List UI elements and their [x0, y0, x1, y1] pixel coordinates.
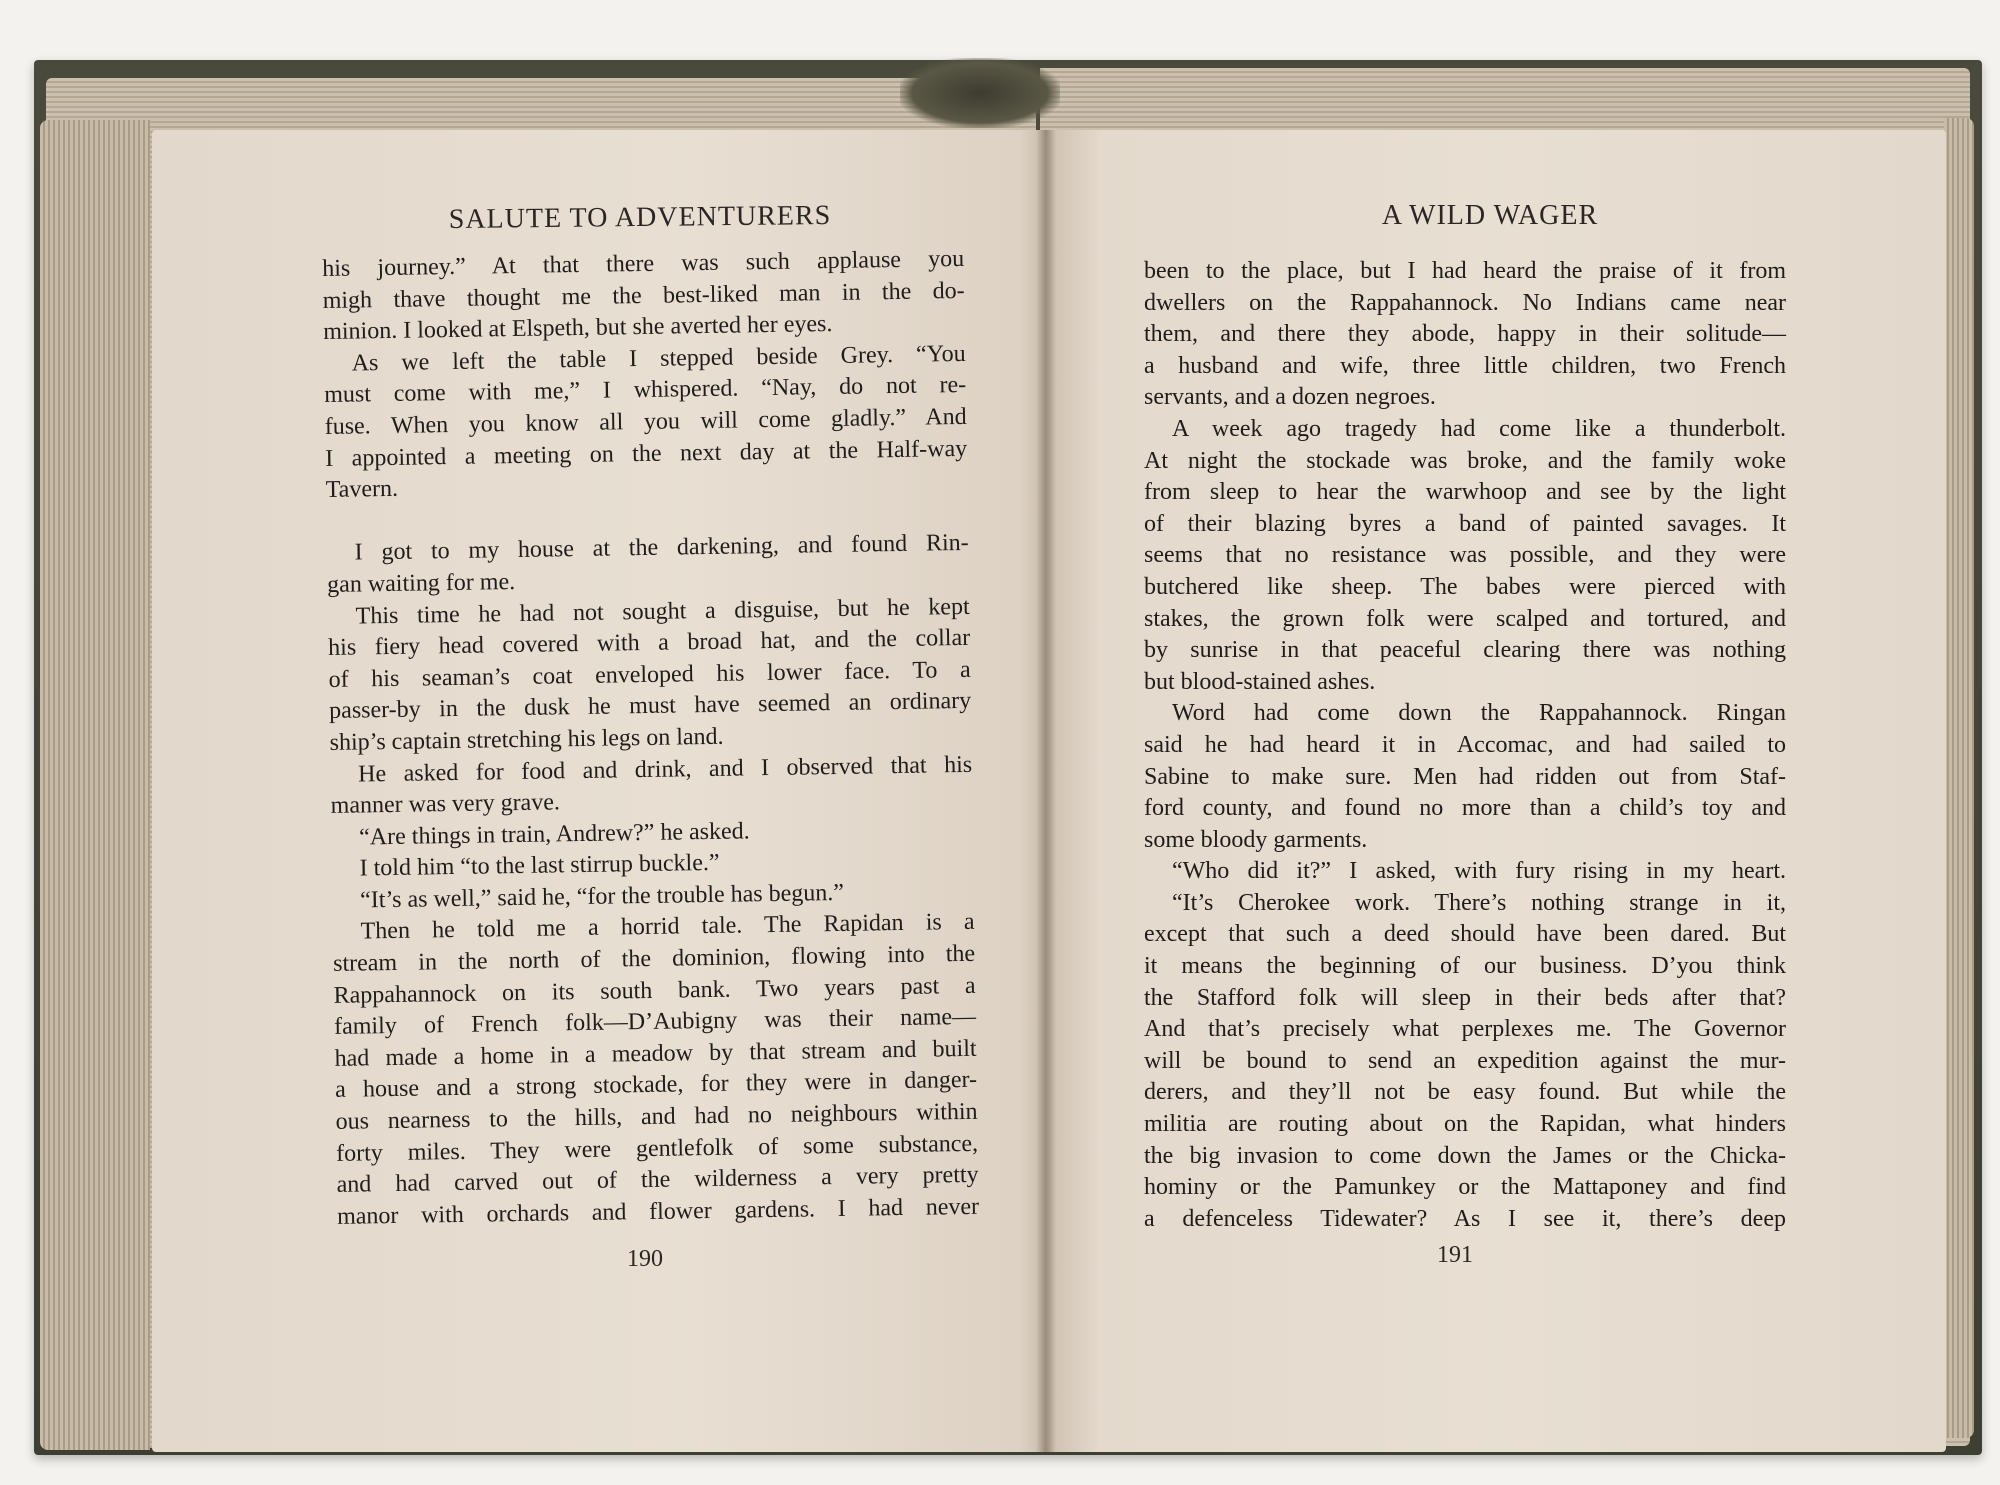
text-line: stream in the north of the dominion, flowing into the — [332, 940, 976, 977]
text-line: fuse. When you know all you will come gladly.” And — [324, 403, 967, 440]
text-line: servants, and a dozen negroes. — [1144, 384, 1436, 411]
text-line: stakes, the grown folk were scalped and tortured, and — [1144, 605, 1786, 632]
text-line: At night the stockade was broke, and the family woke — [1144, 447, 1786, 474]
text-line: gan waiting for me. — [326, 568, 516, 598]
text-line: Sabine to make sure. Men had ridden out from Staf- — [1144, 763, 1786, 790]
text-line: Rappahannock on its south bank. Two years past a — [333, 972, 976, 1009]
left-page-number: 190 — [627, 1246, 663, 1272]
text-line: a husband and wife, three little children, two French — [1144, 352, 1786, 379]
text-line: said he had heard it in Accomac, and had sailed to — [1144, 731, 1786, 758]
text-line: it means the beginning of our business. D’you think — [1144, 953, 1786, 980]
text-line: his fiery head covered with a broad hat, and the collar — [327, 624, 971, 662]
text-line: migh thave thought me the best-liked man in the do- — [322, 277, 965, 314]
text-line: had made a home in a meadow by that stream and built — [334, 1035, 977, 1072]
text-line: ford county, and found no more than a child’s toy and — [1144, 795, 1786, 822]
text-line: by sunrise in that peaceful clearing there was nothing — [1144, 637, 1786, 664]
text-line: I got to my house at the darkening, and found Rin- — [354, 530, 969, 566]
text-line: and had carved out of the wilderness a very pretty — [336, 1162, 979, 1199]
text-line: his journey.” At that there was such applause you — [322, 245, 965, 282]
text-line: This time he had not sought a disguise, but he kept — [355, 593, 970, 630]
text-line: Then he told me a horrid tale. The Rapidan is a — [360, 909, 975, 945]
text-line: minion. I looked at Elspeth, but she averted her eyes. — [323, 311, 833, 346]
text-line: must come with me,” I whispered. “Nay, do not re- — [324, 372, 967, 409]
text-line: “Are things in train, Andrew?” he asked. — [358, 818, 750, 851]
fore-edge-left — [40, 120, 150, 1450]
text-line: derers, and they’ll not be easy found. But while the — [1144, 1079, 1786, 1106]
text-line: Tavern. — [325, 475, 399, 504]
text-line: from sleep to hear the warwhoop and see by the light — [1144, 479, 1786, 506]
text-line: A week ago tragedy had come like a thunderbolt. — [1172, 415, 1786, 442]
text-line: seems that no resistance was possible, and they were — [1144, 542, 1786, 569]
left-running-head: SALUTE TO ADVENTURERS — [448, 199, 832, 236]
text-line: ship’s captain stretching his legs on land. — [329, 723, 724, 756]
text-line: I appointed a meeting on the next day at the Half-way — [325, 435, 968, 472]
text-line: manner was very grave. — [330, 789, 561, 820]
text-line: hominy or the Pamunkey or the Mattaponey and find — [1144, 1174, 1786, 1201]
text-line: them, and there they abode, happy in their solitude— — [1144, 321, 1786, 348]
text-line: passer-by in the dusk he must have seemed an ordinary — [328, 688, 972, 725]
right-page-text — [1144, 256, 1786, 1235]
left-page-text — [322, 244, 979, 1233]
right-page-number: 191 — [1437, 1242, 1473, 1268]
text-line: a house and a strong stockade, for they were in danger- — [334, 1067, 978, 1104]
text-line: As we left the table I stepped beside Grey. “You — [351, 340, 966, 377]
text-line: And that’s precisely what perplexes me. The Governor — [1144, 1016, 1786, 1043]
text-line: except that such a deed should have been dared. But — [1144, 921, 1786, 948]
text-line: but blood-stained ashes. — [1144, 668, 1376, 695]
book-spine — [900, 58, 1060, 128]
text-line: I told him “to the last stirrup buckle.” — [359, 850, 720, 882]
text-line: militia are routing about on the Rapidan, what hinders — [1144, 1111, 1786, 1138]
text-line: ous nearness to the hills, and had no neighbours within — [335, 1098, 978, 1135]
text-line: been to the place, but I had heard the praise of it from — [1144, 258, 1786, 284]
text-line: of their blazing byres a band of painted savages. It — [1144, 510, 1786, 537]
text-line: will be bound to send an expedition against the mur- — [1144, 1047, 1786, 1074]
text-line: manor with orchards and flower gardens. I had never — [336, 1193, 980, 1230]
text-line: forty miles. They were gentlefolk of some substance, — [335, 1130, 979, 1167]
text-line: He asked for food and drink, and I observed that his — [357, 751, 973, 787]
text-line: the big invasion to come down the James or the Chicka- — [1144, 1142, 1786, 1169]
text-line: butchered like sheep. The babes were pierced with — [1144, 573, 1786, 600]
text-line: “It’s as well,” said he, “for the trouble has begun.” — [359, 879, 845, 914]
right-running-head: A WILD WAGER — [1381, 200, 1599, 231]
text-line: some bloody garments. — [1144, 826, 1368, 853]
text-line: dwellers on the Rappahannock. No Indians came near — [1144, 289, 1786, 316]
text-line: “It’s Cherokee work. There’s nothing strange in it, — [1172, 889, 1786, 916]
text-line: “Who did it?” I asked, with fury rising in my heart. — [1172, 858, 1786, 885]
text-line: Word had come down the Rappahannock. Ringan — [1172, 700, 1786, 727]
text-line: family of French folk—D’Aubigny was their name— — [333, 1004, 977, 1041]
book-gutter — [1036, 130, 1056, 1452]
text-line: a defenceless Tidewater? As I see it, there’s deep — [1144, 1205, 1786, 1232]
fore-edge-right — [1944, 118, 1974, 1438]
text-line: of his seaman’s coat enveloped his lower face. To a — [328, 656, 971, 693]
text-line: the Stafford folk will sleep in their beds after that? — [1144, 984, 1786, 1011]
